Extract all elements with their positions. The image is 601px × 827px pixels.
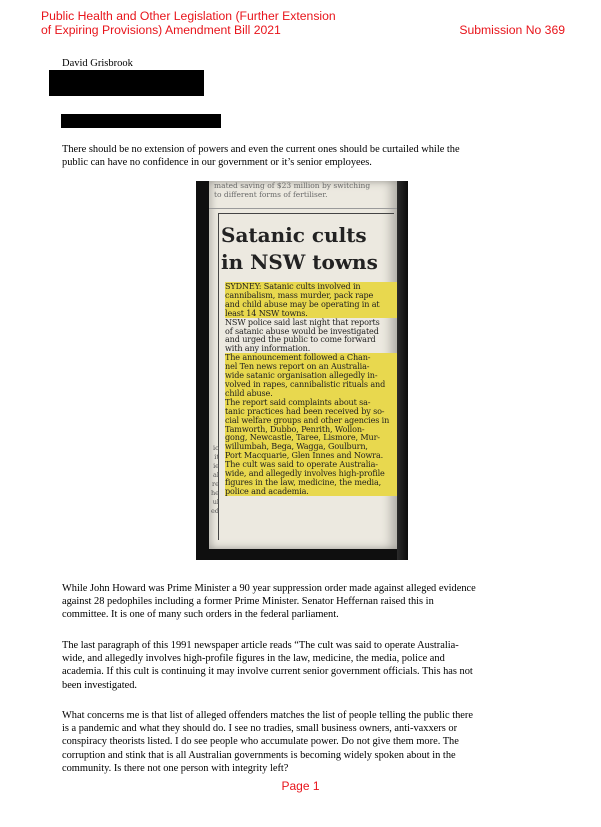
paragraph-3 [62,639,540,692]
clipping-body [225,282,397,496]
submission-number: Submission No 369 [459,23,565,37]
newspaper-paper [209,181,397,549]
paragraph-line: community. Is there not one person with integrity left? [62,762,289,774]
clipping-top-strip [209,181,397,209]
clipping-headline [221,222,401,276]
paragraph-line: been investigated. [62,679,138,691]
paragraph-line: While John Howard was Prime Minister a 90 year suppression order made against alleged evidence [62,583,476,594]
clipping-para-4: The report said complaints about sa- tanic practices had been received by so- cial welfare groups and other agencies in Tamworth, Dubbo, Penrith, Wollon- gong, Newcastle, Taree, Lismore, Mur- willumbah, Bega, Wagga, Goulburn, Port Macquarie, Glen Innes and Nowra. [225,398,397,460]
paragraph-line: committee. It is one of many such orders in the federal parliament. [62,609,339,621]
bill-title [41,9,336,37]
paragraph-line: against 28 pedophiles including a former Prime Minister. Senator Heffernan raised this in [62,596,434,608]
clipping-top-line: mated saving of $23 million by switching [214,181,371,190]
redaction-block [61,114,221,128]
paragraph-line: The last paragraph of this 1991 newspaper article reads “The cult was said to operate Australia- [62,640,459,651]
paragraph-line: is a pandemic and what they should do. I see no tradies, small business owners, anti-vaxxers or [62,723,458,735]
paragraph-line: academia. If this cult is continuing it may involve current senior government officials. This has not [62,666,473,678]
clipping-para-1: SYDNEY: Satanic cults involved in cannibalism, mass murder, pack rape and child abuse may be operating in at least 14 NSW towns. [225,282,397,318]
clipping-adjacent-column: io it ie al re he ul ed [210,444,219,515]
clipping-para-2: NSW police said last night that reports of satanic abuse would be investigated and urged the public to come forward with any information. [225,316,380,354]
redaction-block [49,70,204,96]
paragraph-2 [62,582,540,622]
paragraph-line: public can have no confidence in our government or it’s senior employees. [62,157,372,169]
paragraph-line: What concerns me is that list of alleged offenders matches the list of people telling the public there [62,710,473,721]
paragraph-line: conspiracy theorists listed. I do see people who accumulate power. Do not give them more. The [62,736,459,748]
paragraph-line: corruption and stink that is all Australian governments is becoming widely spoken about in the [62,749,456,761]
page-number: Page 1 [281,779,320,793]
photo-shadow [397,181,408,560]
clipping-para-3: The announcement followed a Chan- nel Ten news report on an Australia- wide satanic organisation allegedly in- volved in rapes, cannibalistic rituals and child abuse. [225,353,397,398]
bill-title-line-1: Public Health and Other Legislation (Further Extension [41,9,336,23]
paragraph-line: There should be no extension of powers and even the current ones should be curtailed while the [62,144,460,155]
newspaper-clipping-photo [196,181,408,560]
clipping-para-5: The cult was said to operate Australia- wide, and allegedly involves high-profile figures in the law, medicine, the media, police and academia. [225,460,397,496]
headline-line-1: Satanic cults [221,223,367,247]
paragraph-4 [62,709,540,775]
clipping-top-line: to different forms of fertiliser. [214,189,328,199]
bill-title-line-2: of Expiring Provisions) Amendment Bill 2021 [41,23,281,37]
paragraph-line: wide, and allegedly involves high-profile figures in the law, medicine, the media, police and [62,653,445,665]
headline-line-2: in NSW towns [221,250,378,274]
author-name: David Grisbrook [62,58,133,69]
paragraph-1 [62,143,540,169]
